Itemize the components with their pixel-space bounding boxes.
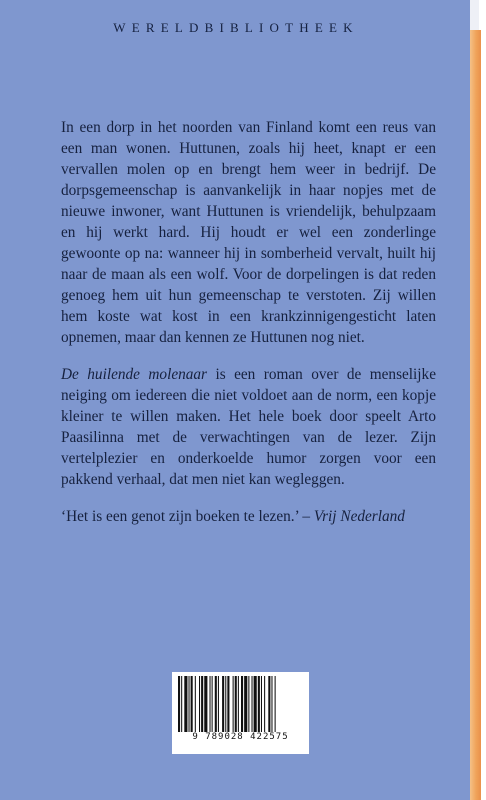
barcode-bar (252, 676, 253, 732)
barcode-bar (261, 676, 262, 732)
barcode-bar (222, 676, 224, 732)
barcode-bar (199, 676, 200, 732)
barcode-bar (218, 676, 219, 732)
barcode-bar (191, 676, 193, 732)
barcode-bar (271, 676, 272, 732)
quote-source: Vrij Nederland (313, 508, 405, 525)
barcode-bar (227, 676, 229, 732)
barcode-bar (178, 676, 180, 732)
book-title: De huilende molenaar (61, 366, 208, 383)
barcode-bar (225, 676, 226, 732)
barcode-bar (254, 676, 257, 732)
barcode-bar (184, 676, 187, 732)
barcode-bar (215, 676, 217, 732)
blurb-paragraph-2-body: is een roman over de menselijke neiging om iedereen die niet voldoet aan de norm, een kopje kleiner te willen maken. Het hele boek door speelt Arto Paasilinna met de verwachtingen van de lezer. Zijn vertelplezier en onderkoelde humor zorgen voor een pakkend verhaal, dat men niet kan wegleggen. (61, 366, 436, 488)
barcode-bar (238, 676, 239, 732)
barcode-bar (258, 676, 260, 732)
barcode-bar (244, 676, 247, 732)
barcode-bar (181, 676, 182, 732)
blurb-paragraph-2 (61, 364, 436, 490)
barcode-bar (201, 676, 203, 732)
barcode-bar (248, 676, 249, 732)
blurb-text (61, 117, 436, 543)
quote-dash: – (298, 508, 314, 525)
barcode-bar (233, 676, 234, 732)
page-edge-top (470, 0, 479, 32)
barcode-bar (235, 676, 237, 732)
series-title: WERELDBIBLIOTHEEK (113, 20, 359, 35)
barcode-bar (189, 676, 190, 732)
barcode-bar (275, 676, 276, 732)
review-quote (61, 506, 436, 527)
page-edge (470, 30, 481, 800)
isbn-number: 9 789028 422575 (192, 732, 289, 742)
barcode-bar (210, 676, 211, 732)
barcode-bar (204, 676, 207, 732)
quote-text: ‘Het is een genot zijn boeken te lezen.’ (61, 508, 299, 525)
barcode-bar (241, 676, 243, 732)
barcode-bar (195, 676, 196, 732)
barcode-bar (268, 676, 270, 732)
barcode-bars (178, 676, 303, 732)
barcode-bar (212, 676, 213, 732)
blurb-paragraph-1: In een dorp in het noorden van Finland komt een reus van een man wonen. Huttunen, zoals hij heet, knapt er een vervallen molen op en brengt hem weer in bedrijf. De dorpsgemeenschap is aanvankelijk in haar nopjes met de nieuwe inwoner, want Huttunen is vriendelijk, behulpzaam en hij werkt hard. Hij houdt er wel een zonderlinge gewoonte op na: wanneer hij in somberheid vervalt, huilt hij naar de maan als een wolf. Voor de dorpelingen is dat reden genoeg hem uit hun gemeenschap te verstoten. Zij willen hem koste wat kost in een krankzinnigengesticht laten opnemen, maar dan kennen ze Huttunen nog niet. (61, 119, 436, 346)
barcode (172, 672, 309, 754)
barcode-bar (264, 676, 265, 732)
